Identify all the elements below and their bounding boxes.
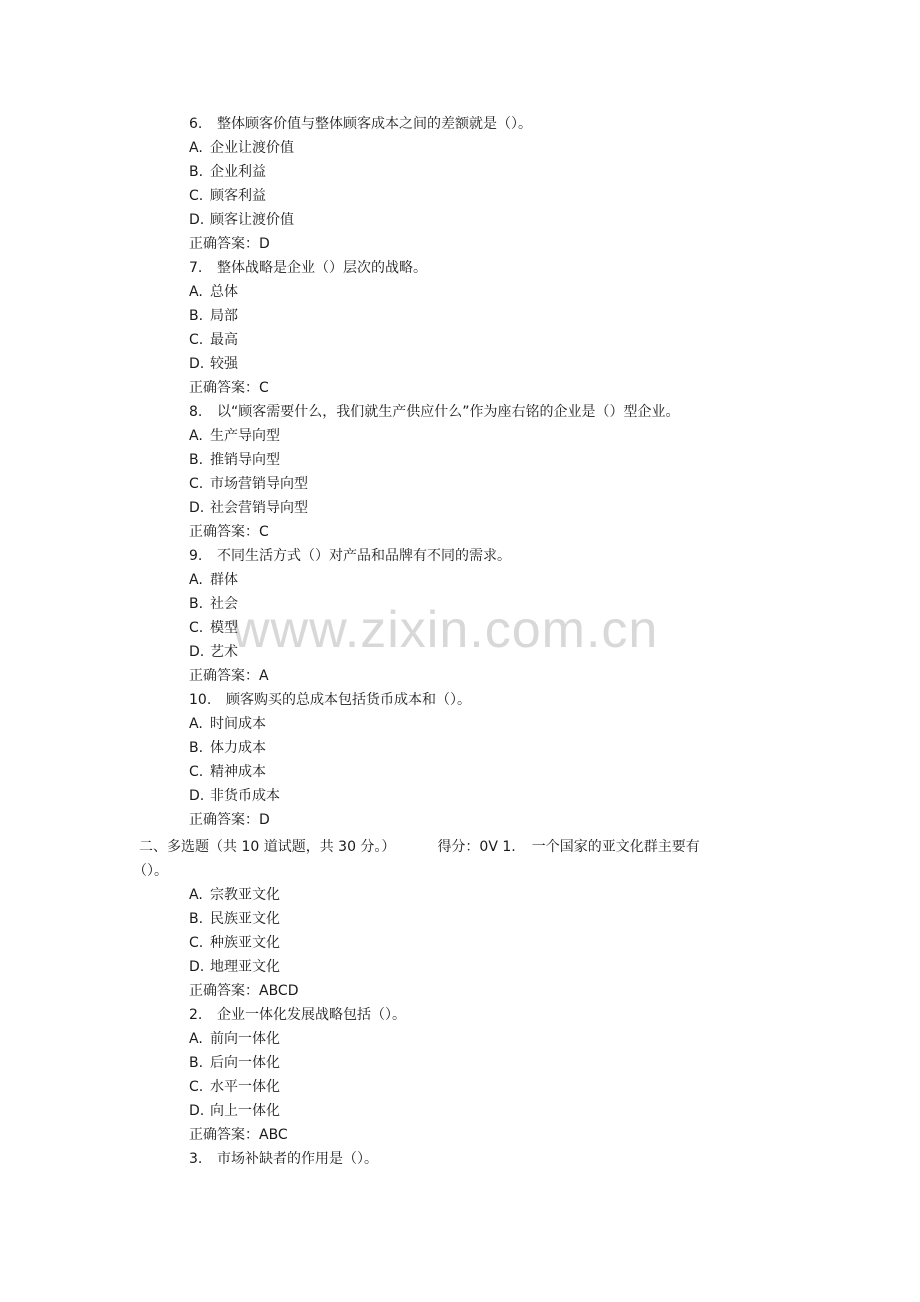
option-a [189,571,238,589]
option-text: 民族亚文化 [210,911,280,927]
section-heading [139,838,700,856]
option-text: 较强 [210,356,238,372]
question-number: 6. [189,116,203,132]
option-text: 社会 [210,596,238,612]
answer: 正确答案：ABCD [189,983,299,999]
score-label: 得分：0V 1. [437,839,516,855]
option-text: 社会营销导向型 [210,500,308,516]
option-letter: B. [189,164,204,180]
option-d [189,1102,280,1120]
option-text: 局部 [210,308,238,324]
option-text: 顾客利益 [210,188,266,204]
question-text-wrap: （）。 [133,863,168,879]
option-text: 时间成本 [210,716,266,732]
question-number: 7. [189,260,203,276]
option-letter: C. [189,935,204,951]
option-a [189,886,280,904]
option-letter: B. [189,1055,204,1071]
option-text: 艺术 [210,644,238,660]
option-c [189,331,238,349]
option-text: 向上一体化 [210,1103,280,1119]
question-6 [189,115,532,133]
watermark: www.zixin.com.cn [232,601,659,659]
question-text: 整体战略是企业（）层次的战略。 [217,260,427,276]
question-number: 10. [189,692,212,708]
option-a [189,1030,280,1048]
option-b [189,595,238,613]
option-text: 生产导向型 [210,428,280,444]
option-letter: C. [189,188,204,204]
option-c [189,475,308,493]
option-letter: A. [189,887,203,903]
option-letter: B. [189,452,204,468]
option-d [189,643,238,661]
answer: 正确答案：C [189,380,269,396]
question-8 [189,403,680,421]
question-text: 以“顾客需要什么，我们就生产供应什么”作为座右铭的企业是（）型企业。 [217,404,680,420]
option-text: 地理亚文化 [210,959,280,975]
question-9 [189,547,511,565]
option-text: 市场营销导向型 [210,476,308,492]
option-letter: A. [189,716,203,732]
question-text: 企业一体化发展战略包括（）。 [217,1007,406,1023]
option-letter: A. [189,572,203,588]
option-letter: D. [189,356,205,372]
option-text: 企业利益 [210,164,266,180]
option-letter: C. [189,764,204,780]
question-text: 一个国家的亚文化群主要有 [531,839,700,855]
option-text: 种族亚文化 [210,935,280,951]
option-letter: B. [189,740,204,756]
answer: 正确答案：A [189,668,269,684]
option-text: 总体 [210,284,238,300]
option-a [189,283,238,301]
option-text: 精神成本 [210,764,266,780]
option-letter: D. [189,500,205,516]
multi-question-3 [189,1150,378,1168]
option-text: 水平一体化 [210,1079,280,1095]
option-letter: D. [189,788,205,804]
question-text: 市场补缺者的作用是（）。 [217,1151,378,1167]
option-b [189,163,266,181]
question-text: 不同生活方式（）对产品和品牌有不同的需求。 [217,548,511,564]
question-number: 2. [189,1007,203,1023]
question-number: 3. [189,1151,203,1167]
option-letter: A. [189,284,203,300]
option-a [189,139,294,157]
question-7 [189,259,427,277]
option-b [189,1054,280,1072]
option-text: 宗教亚文化 [210,887,280,903]
option-text: 企业让渡价值 [210,140,294,156]
question-text: 顾客购买的总成本包括货币成本和（）。 [226,692,471,708]
option-d [189,499,308,517]
option-letter: A. [189,428,203,444]
option-c [189,763,266,781]
option-text: 非货币成本 [210,788,280,804]
option-d [189,355,238,373]
multi-question-2 [189,1006,406,1024]
option-letter: C. [189,1079,204,1095]
option-c [189,619,238,637]
option-c [189,934,280,952]
option-letter: D. [189,1103,205,1119]
question-10 [189,691,471,709]
option-text: 推销导向型 [210,452,280,468]
option-text: 前向一体化 [210,1031,280,1047]
option-text: 体力成本 [210,740,266,756]
option-text: 模型 [210,620,238,636]
question-number: 9. [189,548,203,564]
option-b [189,307,238,325]
option-letter: A. [189,1031,203,1047]
option-letter: B. [189,911,204,927]
option-a [189,427,280,445]
answer: 正确答案：D [189,812,270,828]
answer: 正确答案：C [189,524,269,540]
option-letter: B. [189,596,204,612]
question-number: 8. [189,404,203,420]
answer: 正确答案：D [189,236,270,252]
option-a [189,715,266,733]
option-d [189,211,294,229]
option-text: 后向一体化 [210,1055,280,1071]
option-d [189,958,280,976]
option-letter: B. [189,308,204,324]
option-letter: D. [189,959,205,975]
section-title: 二、多选题（共 10 道试题，共 30 分。） [139,839,396,855]
option-b [189,910,280,928]
option-d [189,787,280,805]
option-b [189,451,280,469]
option-text: 群体 [210,572,238,588]
option-letter: C. [189,332,204,348]
option-letter: D. [189,644,205,660]
option-letter: C. [189,620,204,636]
option-b [189,739,266,757]
option-letter: C. [189,476,204,492]
option-c [189,1078,280,1096]
question-text: 整体顾客价值与整体顾客成本之间的差额就是（）。 [217,116,532,132]
answer: 正确答案：ABC [189,1127,288,1143]
option-text: 顾客让渡价值 [210,212,294,228]
option-letter: D. [189,212,205,228]
option-letter: A. [189,140,203,156]
option-text: 最高 [210,332,238,348]
option-c [189,187,266,205]
